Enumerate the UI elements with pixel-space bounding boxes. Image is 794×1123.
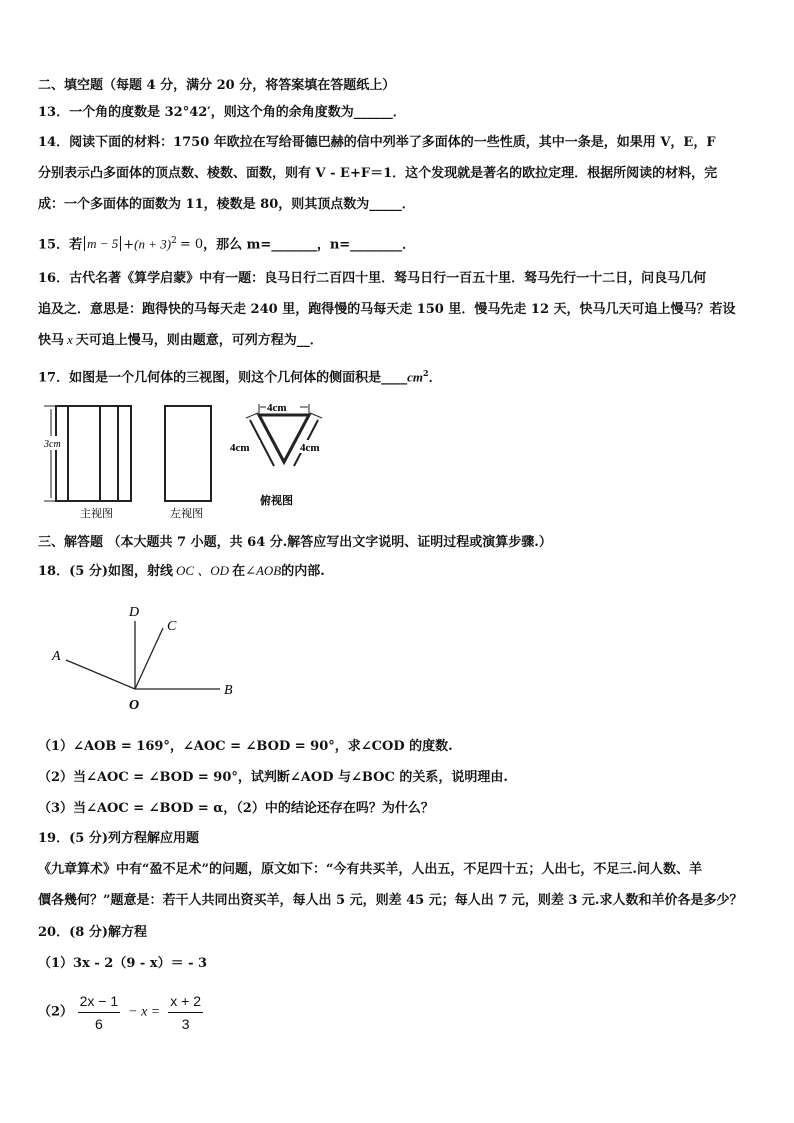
question-18-part3: （3）当∠AOC = ∠BOD = α，（2）中的结论还存在吗？为什么？: [38, 801, 434, 816]
q20-p2-label: （2）: [38, 1004, 74, 1020]
fraction-1-numerator: 2x − 1: [78, 990, 121, 1013]
fraction-2-numerator: x + 2: [168, 990, 203, 1013]
q15-plus: +: [123, 237, 135, 253]
q18-rays: OC 、OD: [175, 563, 230, 578]
q17-unit: cm: [407, 369, 423, 385]
height-dimension-label: 3cm: [44, 439, 61, 450]
q17-end: ．: [428, 370, 442, 386]
question-18-intro: [38, 562, 325, 581]
label-B: B: [224, 683, 233, 698]
q16-var: x: [67, 332, 73, 347]
q16-line3b: 天可追上慢马，则由题意，可列方程为__．: [75, 333, 323, 348]
angle-figure: [38, 596, 258, 714]
section3-header: 三、解答题 （本大题共 7 小题，共 64 分.解答应写出文字说明、证明过程或演算步骤.）: [38, 535, 552, 550]
question-18-part2: （2）当∠AOC = ∠BOD = 90°，试判断∠AOD 与∠BOC 的关系，说明理由.: [38, 770, 508, 785]
question-17: [38, 364, 442, 387]
right-slant-dimension-label: 4cm: [300, 442, 320, 454]
fraction-1: [78, 990, 121, 1035]
question-14-line3: 成：一个多面体的面数为 11，棱数是 80，则其顶点数为_____．: [38, 197, 415, 212]
question-14-line2: 分别表示凸多面体的顶点数、棱数、面数，则有 V - E+F＝1．这个发现就是著名的欧拉定理．根据所阅读的材料，完: [38, 166, 718, 181]
top-view: [230, 401, 330, 507]
q16-line3a: 快马: [38, 333, 65, 348]
q15-suffix: ，那么 m=_______，n=________．: [203, 237, 416, 253]
label-D: D: [129, 605, 140, 620]
section2-header: 二、填空题（每题 4 分，满分 20 分，将答案填在答题纸上）: [38, 78, 396, 93]
fraction-2-denominator: 3: [181, 1016, 190, 1032]
left-view: [165, 406, 211, 520]
question-14-line1: 14．阅读下面的材料：1750 年欧拉在写给哥德巴赫的信中列举了多面体的一些性质，其中一条是，如果用 V，E，F: [38, 135, 716, 150]
q18-mid: 在: [232, 564, 246, 579]
fraction-1-denominator: 6: [94, 1016, 103, 1032]
q15-abs: m − 5: [84, 236, 121, 251]
question-16-line1: 16．古代名著《算学启蒙》中有一题：良马日行二百四十里．驽马日行一百五十里．驽马先行一十二日，问良马几何: [38, 271, 707, 286]
question-20-head: 20．(8 分)解方程: [38, 925, 147, 940]
label-A: A: [52, 649, 61, 664]
question-19-line2: 價各幾何？”题意是：若干人共同出资买羊，每人出 5 元，则差 45 元；每人出 7 元，则差 3 元.求人数和羊价各是多少？: [38, 893, 743, 908]
q17-unit-exp: 2: [422, 368, 429, 378]
question-20-part2: [38, 990, 203, 1035]
question-18-part1: （1）∠AOB = 169°，∠AOC = ∠BOD = 90°，求∠COD 的度数.: [38, 739, 453, 754]
front-view: [42, 406, 131, 520]
q18-head: 18．(5 分)如图，射线: [38, 564, 173, 579]
label-O: O: [129, 698, 140, 713]
q15-eq: = 0: [179, 237, 204, 253]
label-C: C: [167, 619, 177, 634]
q20-p2-mid: − x =: [124, 1004, 164, 1020]
q15-prefix: 15．若: [38, 237, 83, 253]
question-13: 13．一个角的度数是 32°42′，则这个角的余角度数为______．: [38, 105, 406, 120]
question-16-line3: [38, 331, 323, 350]
question-19-head: 19．(5 分)列方程解应用题: [38, 831, 199, 846]
three-views-figure: [38, 396, 338, 524]
front-view-label: 主视图: [80, 508, 113, 520]
q18-tail: 的内部.: [281, 564, 325, 579]
q15-square: (n + 3): [134, 236, 172, 252]
fraction-2: [168, 990, 203, 1035]
left-slant-dimension-label: 4cm: [230, 442, 250, 454]
question-15: [38, 232, 415, 254]
left-view-label: 左视图: [170, 508, 203, 520]
question-19-line1: 《九章算术》中有“盈不足术”的问题，原文如下：“今有共买羊，人出五，不足四十五；人出七，不足三.问人数、羊: [38, 862, 702, 877]
top-dimension-label: 4cm: [267, 402, 287, 414]
q17-text: 17．如图是一个几何体的三视图，则这个几何体的侧面积是____: [38, 370, 408, 386]
question-20-part1: （1）3x - 2（9 - x）＝ - 3: [38, 956, 208, 971]
question-16-line2: 追及之．意思是：跑得快的马每天走 240 里，跑得慢的马每天走 150 里．慢马先走 12 天，快马几天可追上慢马？若设: [38, 302, 736, 317]
q15-exp: 2: [171, 236, 177, 246]
top-view-label: 俯视图: [260, 495, 293, 507]
q18-angle: ∠AOB: [245, 563, 282, 578]
